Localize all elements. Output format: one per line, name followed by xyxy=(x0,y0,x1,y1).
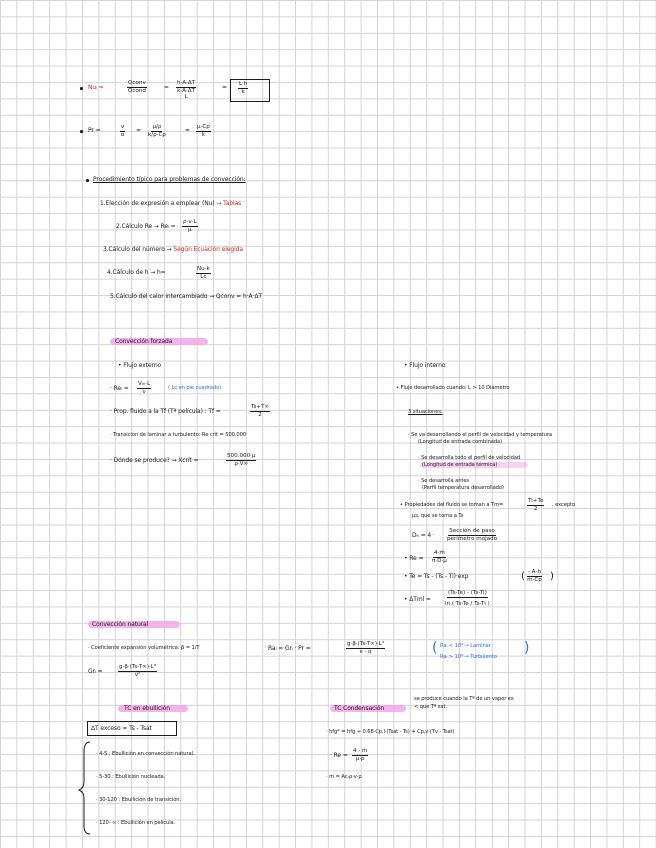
pr-f3-num: μ·Cp xyxy=(197,124,210,130)
natural-ral-num: g·β·(Ts-T∞)·L³ xyxy=(347,641,385,647)
internal-sit-3: · Se desarrolla antes xyxy=(418,478,470,484)
internal-props-tail-2: μs, que se toma a Ts xyxy=(412,513,464,519)
internal-dtml-num: (Ts-Te) - (Ts-Ti) xyxy=(447,590,487,596)
internal-title: • Flujo interno xyxy=(404,362,446,369)
condensation-m-label: · ṁ = Ac·ρ·v·ρ xyxy=(326,774,362,780)
internal-te-paren-close: ) xyxy=(550,571,554,582)
internal-props-tail: , excepto xyxy=(552,502,576,508)
pr-lhs: Pr = xyxy=(88,127,101,134)
internal-te-paren-open: ( xyxy=(521,571,525,582)
boiling-range-3: · 30-120 : Ebullición de transición. xyxy=(96,797,182,803)
nu-f2-den: k·A·ΔT xyxy=(177,87,196,94)
external-tf-label: · Prop. fluido a la Tf (Tª película) : Tf = xyxy=(110,408,221,415)
nu-box-num: L·h xyxy=(239,81,248,87)
nu-f1-num: Qconv xyxy=(128,80,146,86)
condensation-re-den: μ·p xyxy=(355,755,365,762)
internal-props-den: 2 xyxy=(533,505,538,512)
condensation-re-label: · Re = xyxy=(330,752,348,759)
internal-te-num: - A·h xyxy=(528,569,541,575)
external-tf-den: 2 xyxy=(258,411,262,418)
condensation-re-fraction xyxy=(352,748,368,762)
internal-dh-label: Dₕ = 4 · xyxy=(412,532,435,539)
procedure-step-3-note: Según Ecuación elegida xyxy=(173,246,243,253)
internal-rec-num: 4·ṁ xyxy=(434,550,445,556)
external-title: • Flujo externo xyxy=(118,362,162,369)
procedure-step-2-num: ρ·v·L xyxy=(183,219,197,225)
external-where-num: 500.000·μ xyxy=(227,453,256,459)
nu-lhs: Nuₗ = xyxy=(88,84,104,91)
natural-beta: · Coeficiente expansión volumétrica: β = 1/T xyxy=(88,645,200,651)
condensation-title: TC Condensación xyxy=(334,705,385,712)
external-where-label: · Dónde se produce? → Xcrít = xyxy=(110,457,199,464)
natural-gr-num: g·β·(Ts-T∞)·L³ xyxy=(119,664,157,670)
natural-gr-label: Grₗ = xyxy=(88,668,103,675)
internal-rec-den: π·D·μ xyxy=(432,557,447,564)
internal-situations: 3 situaciones: xyxy=(408,409,443,415)
procedure-step-4-num: Nu·k xyxy=(197,266,210,272)
boiling-title: TC en ebullición xyxy=(124,705,170,712)
external-tf-num: Ts+T∞ xyxy=(251,404,270,410)
procedure-step-2: 2.Cálculo Re → Reₗ = xyxy=(116,223,176,230)
internal-rec-label: • Re = xyxy=(404,555,424,562)
procedure-step-4-den: Lc xyxy=(200,273,207,280)
boiling-range-2: · 5-30 : Ebullición nucleada. xyxy=(96,774,166,780)
natural-gr-den: ν² xyxy=(134,671,141,678)
natural-ral-den: ν · α xyxy=(359,648,372,655)
internal-props: • Propiedades del fluido se toman a Tm= xyxy=(400,502,504,508)
internal-dtml-label: • ΔTml = xyxy=(404,596,431,603)
procedure-step-1-text: 1.Elección de expresión a emplear (Nu) xyxy=(100,200,215,207)
procedure-step-1-note: → Tablas xyxy=(216,200,242,207)
condensation-note-1: se produce cuando la Tª de un vapor es xyxy=(414,696,514,702)
nu-f2-num: h·A·ΔT xyxy=(177,80,196,86)
pr-eq: = xyxy=(136,127,141,134)
condensation-re-num: 4 · ṁ xyxy=(353,748,368,754)
pr-f1-num: ν xyxy=(121,124,125,130)
internal-te-den: ṁ·Cp xyxy=(527,576,542,583)
internal-dtml-den: ln ( Ts-Te / Ts-Ti ) xyxy=(445,600,490,607)
natural-laminar: Raₗ < 10⁹ → Laminar xyxy=(440,643,491,649)
internal-dh-den: perímetro mojado xyxy=(447,535,498,542)
pr-f3-den: k xyxy=(201,131,206,138)
internal-sit-3b: (Perfil temperatura desarrollado) xyxy=(422,485,504,491)
internal-sit-1: · Se va desarrollando el perfil de velocidad y temperatura xyxy=(408,432,552,438)
procedure-step-4: 4.Cálculo de h → h= xyxy=(107,269,166,276)
natural-brace-close: ) xyxy=(524,640,530,656)
internal-sit-2b: (Longitud de entrada térmica) xyxy=(422,462,498,468)
condensation-note-2: < que Tª sat. xyxy=(414,704,447,710)
internal-dh-num: Sección de paso xyxy=(449,528,495,534)
nu-f2-sub: L xyxy=(184,94,188,100)
boiling-range-4: · 120- ∞ : Ebullición en película. xyxy=(96,820,176,826)
external-re-num: Vₘ·L xyxy=(138,381,151,387)
procedure-title: Procedimiento típico para problemas de convección: xyxy=(93,176,246,183)
pr-f1-den: α xyxy=(120,131,125,138)
nu-f1-den: Qcond xyxy=(127,87,146,94)
forced-title: Convección forzada xyxy=(115,338,173,345)
external-re-den: ν xyxy=(142,388,146,395)
external-transition: · Transición de laminar a turbulento: Re crít = 500.000 xyxy=(110,432,247,438)
pr-f2-num: μ/ρ xyxy=(152,124,162,130)
natural-title: Convección natural xyxy=(92,621,149,628)
internal-sit-2: · Se desarrolla todo el perfil de velocidad xyxy=(418,455,521,461)
procedure-step-2-den: μ xyxy=(187,226,192,233)
internal-te-label: • Te = Ts - (Ts - Ti)·exp xyxy=(404,573,469,580)
natural-turbulent: Raₗ > 10⁹ → Turbulento xyxy=(440,654,497,660)
natural-brace-open: ( xyxy=(432,640,438,656)
pr-f2-den: k/ρ·Cp xyxy=(148,131,166,138)
internal-developed: • Flujo desarrollado cuando: L > 10 Diámetro xyxy=(396,385,510,391)
condensation-hfg: · hfg* = hfg + 0.68·Cp,l·(Tsat - Ts) + Cp,v·(Tv - Tsat) xyxy=(326,729,455,735)
internal-sit-1b: (Longitud de entrada combinada) xyxy=(418,439,503,445)
boiling-range-1: · 4-5 : Ebullición en convección natural. xyxy=(96,751,195,757)
nu-eq: = xyxy=(164,84,169,91)
external-re-note: ( Lc en pie cuadrado) xyxy=(168,385,222,391)
nu-box-den: k xyxy=(241,88,245,95)
external-where-den: ρ·V∞ xyxy=(234,460,249,467)
boiling-dt-text: ΔT exceso = Ts - Tsat xyxy=(91,725,152,732)
nu-eq2: = xyxy=(222,84,227,91)
procedure-step-5: 5.Cálculo del calor intercambiado → Qconv = h·A·ΔT xyxy=(110,293,262,300)
procedure-step-3-text: 3.Cálculo del número → xyxy=(103,246,172,253)
internal-props-num: Ti+Te xyxy=(528,498,544,504)
natural-ral-label: Raₗ = Grₗ · Pr = xyxy=(268,645,311,652)
external-re-label: · Reₗ = xyxy=(110,385,129,392)
pr-eq2: = xyxy=(185,127,190,134)
